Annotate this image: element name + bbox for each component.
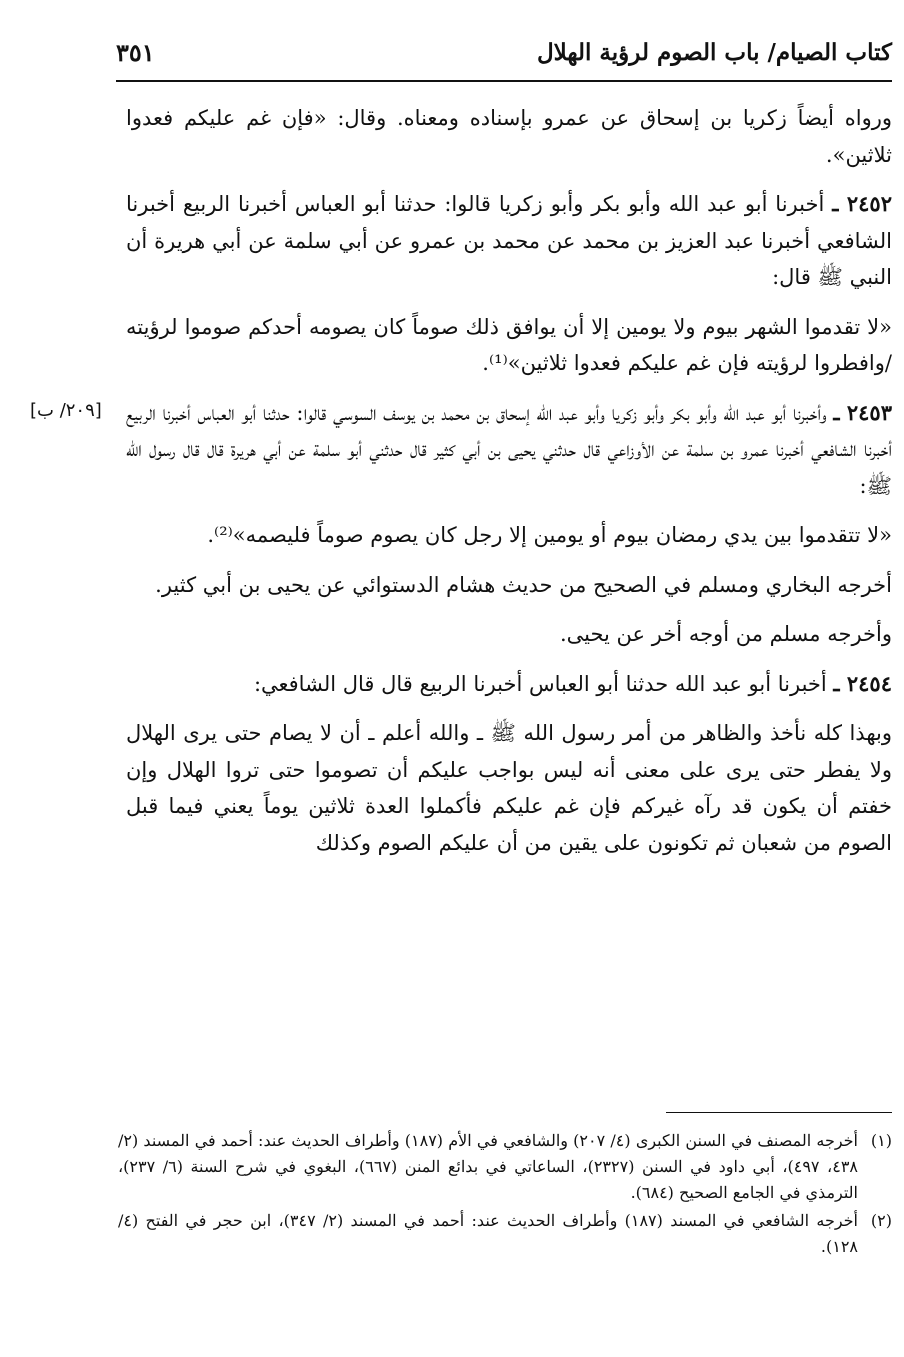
- footnote: [118, 1128, 892, 1206]
- paragraph: [126, 715, 892, 861]
- paragraph-text: «لا تتقدموا بين يدي رمضان بيوم أو يومين إلا رجل كان يصوم صوماً فليصمه»⁽²⁾.: [207, 523, 892, 547]
- paragraph: [126, 666, 892, 703]
- page-header: [116, 30, 892, 74]
- paragraph: [126, 309, 892, 382]
- footnote: [118, 1208, 892, 1260]
- main-text: [126, 100, 892, 874]
- paragraph: [126, 100, 892, 173]
- footnotes: [118, 1128, 892, 1262]
- hadith-number: ٢٤٥٤ ـ: [833, 670, 892, 696]
- margin-folio-note: [٢٠٩/ ب]: [30, 400, 102, 421]
- footnote-text: أخرجه المصنف في السنن الكبرى (٤/ ٢٠٧) والشافعي في الأم (١٨٧) وأطراف الحديث عند: أحمد في المسند (٢/ ٤٣٨، ٤٩٧)، أبي داود في السنن (٢٣٢٧)، الساعاتي في بدائع المنن (٦٦٧)، البغوي في شرح السنة (٦/ ٢٣٧)، الترمذي في الجامع الصحيح (٦٨٤).: [118, 1131, 858, 1202]
- paragraph-text: وأخبرنا أبو عبد الله وأبو بكر وأبو زكريا وأبو عبد الله إسحاق بن محمد بن يوسف السوسي قالوا: حدثنا أبو العباس أخبرنا الربيع أخبرنا الشافعي أخبرنا عمرو بن سلمة عن الأوزاعي قال حدثني يحيى بن أبي كثير قال حدثني أبو سلمة عن أبي هريرة قال قال رسول الله ﷺ:: [126, 400, 892, 498]
- footnote-mark: (١): [870, 1131, 892, 1150]
- paragraph: [126, 616, 892, 653]
- header-rule: [116, 80, 892, 82]
- paragraph-text: أخبرنا أبو عبد الله وأبو بكر وأبو زكريا قالوا: حدثنا أبو العباس أخبرنا الربيع أخبرنا الشافعي أخبرنا عبد العزيز بن محمد عن محمد بن عمرو عن أبي سلمة عن أبي هريرة أن النبي ﷺ قال:: [126, 192, 892, 289]
- paragraph-text: ورواه أيضاً زكريا بن إسحاق عن عمرو بإسناده ومعناه. وقال: «فإن غم عليكم فعدوا ثلاثين».: [126, 106, 892, 167]
- paragraph-text: أخرجه البخاري ومسلم في الصحيح من حديث هشام الدستوائي عن يحيى بن أبي كثير.: [155, 572, 892, 597]
- page-number: ٣٥١: [116, 37, 155, 67]
- footnote-rule: [666, 1112, 892, 1113]
- paragraph-text: وأخرجه مسلم من أوجه أخر عن يحيى.: [559, 622, 892, 646]
- paragraph-text: وبهذا كله نأخذ والظاهر من أمر رسول الله ﷺ ـ والله أعلم ـ أن لا يصام حتى يرى الهلال ولا يفطر حتى يرى على معنى أنه ليس بواجب عليكم أن تصوموا حتى تروا الهلال وإن خفتم أن يكون قد رآه غيركم فإن غم عليكم فأكملوا العدة ثلاثين يوماً يعني فيما قبل الصوم من شعبان ثم تكونون على يقين من أن عليكم الصوم وكذلك: [126, 721, 892, 855]
- paragraph: [126, 517, 892, 554]
- running-title: كتاب الصيام/ باب الصوم لرؤية الهلال: [536, 38, 892, 66]
- paragraph-text: أخبرنا أبو عبد الله حدثنا أبو العباس أخبرنا الربيع قال قال الشافعي:: [253, 671, 834, 696]
- paragraph: [126, 567, 892, 604]
- paragraph: [126, 186, 892, 296]
- paragraph-text: «لا تقدموا الشهر بيوم ولا يومين إلا أن يوافق ذلك صوماً كان يصومه أحدكم صوموا لرؤيته /وافطروا لرؤيته فإن غم عليكم فعدوا ثلاثين»⁽¹⁾.: [126, 314, 892, 375]
- paragraph: [126, 395, 892, 505]
- hadith-number: ٢٤٥٣ ـ: [833, 399, 892, 425]
- footnote-text: أخرجه الشافعي في المسند (١٨٧) وأطراف الحديث عند: أحمد في المسند (٢/ ٣٤٧)، ابن حجر في الفتح (٤/ ١٢٨).: [118, 1211, 859, 1256]
- footnote-mark: (٢): [870, 1211, 892, 1230]
- hadith-number: ٢٤٥٢ ـ: [832, 191, 892, 216]
